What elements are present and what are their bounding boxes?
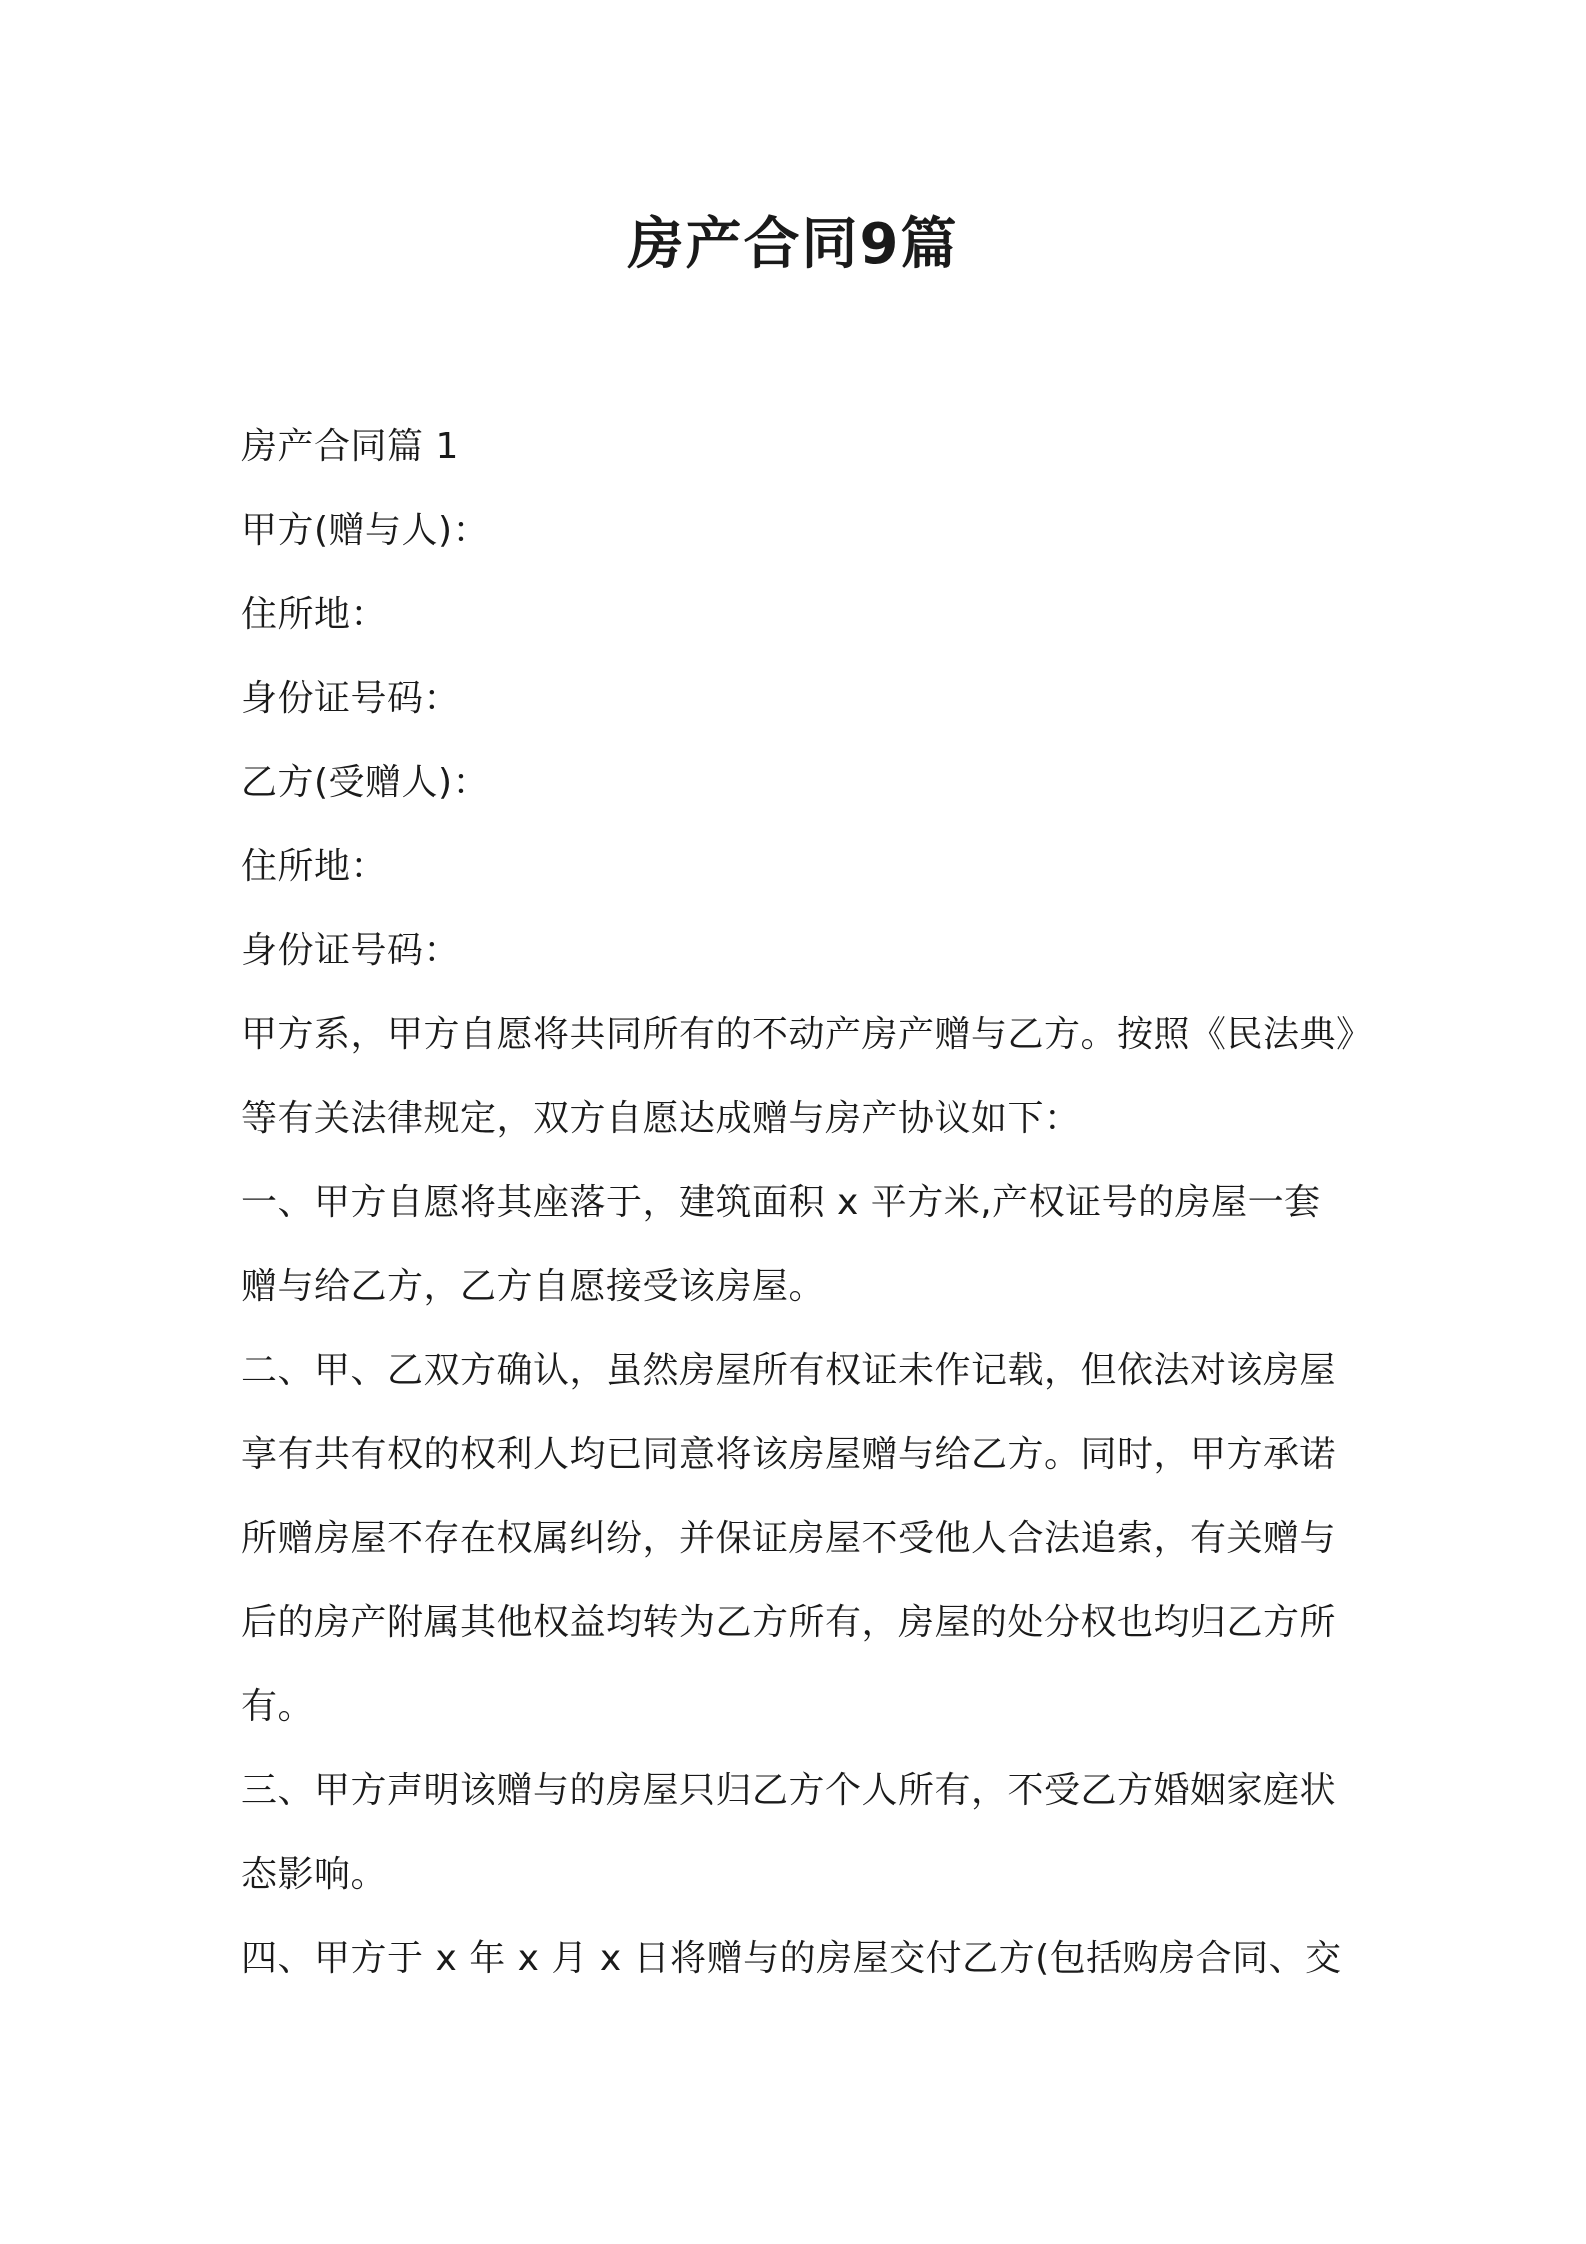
clause-2-line: 享有共有权的权利人均已同意将该房屋赠与给乙方。同时，甲方承诺 <box>241 1434 1337 1475</box>
party-a-id-label: 身份证号码： <box>241 678 461 719</box>
party-a-address-label: 住所地： <box>241 594 388 635</box>
party-b-label: 乙方(受赠人)： <box>241 762 490 803</box>
party-b-address-label: 住所地： <box>241 846 388 887</box>
paragraph-line: 甲方系，甲方自愿将共同所有的不动产房产赠与乙方。按照《民法典》 <box>241 1014 1373 1055</box>
clause-2-line: 有。 <box>241 1686 315 1727</box>
clause-3-line: 态影响。 <box>241 1854 388 1895</box>
clause-4-line: 四、甲方于 x 年 x 月 x 日将赠与的房屋交付乙方(包括购房合同、交 <box>241 1938 1342 1979</box>
clause-2-line: 所赠房屋不存在权属纠纷，并保证房屋不受他人合法追索，有关赠与 <box>241 1518 1337 1559</box>
clause-1-line: 一、甲方自愿将其座落于，建筑面积 x 平方米,产权证号的房屋一套 <box>241 1182 1321 1223</box>
paragraph-line: 等有关法律规定，双方自愿达成赠与房产协议如下： <box>241 1098 1081 1139</box>
section-heading: 房产合同篇 1 <box>241 426 459 467</box>
clause-2-line: 后的房产附属其他权益均转为乙方所有，房屋的处分权也均归乙方所 <box>241 1602 1337 1643</box>
clause-1-line: 赠与给乙方，乙方自愿接受该房屋。 <box>241 1266 826 1307</box>
party-b-id-label: 身份证号码： <box>241 930 461 971</box>
document-body <box>241 405 1373 2001</box>
clause-2-line: 二、甲、乙双方确认，虽然房屋所有权证未作记载，但依法对该房屋 <box>241 1350 1337 1391</box>
party-a-label: 甲方(赠与人)： <box>241 510 490 551</box>
document-title: 房产合同9篇 <box>627 212 959 277</box>
clause-3-line: 三、甲方声明该赠与的房屋只归乙方个人所有，不受乙方婚姻家庭状 <box>241 1770 1337 1811</box>
